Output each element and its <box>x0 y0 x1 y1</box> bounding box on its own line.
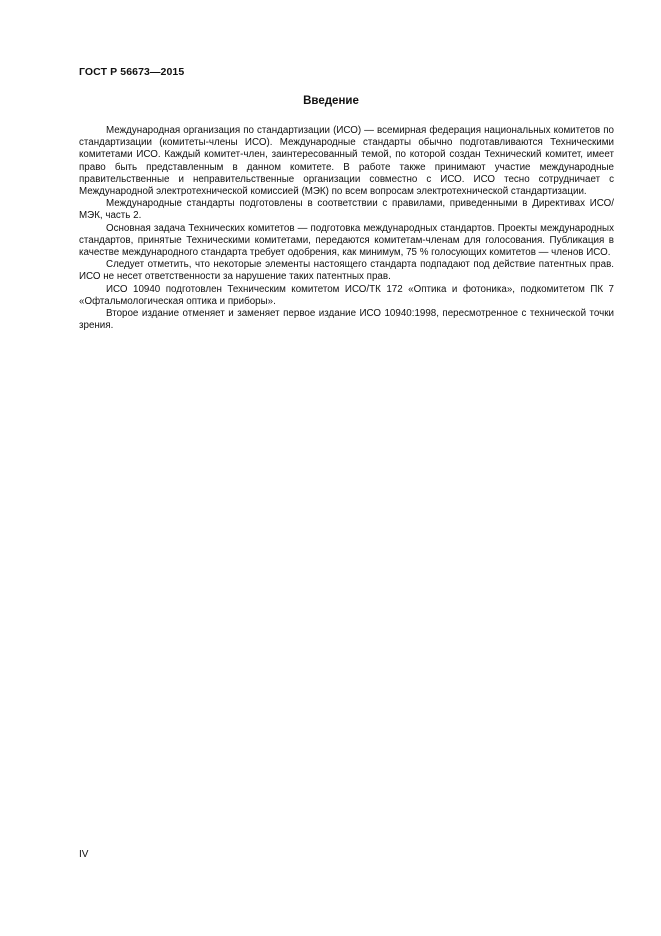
paragraph: Международная организация по стандартизации (ИСО) — всемирная федерация национальных комитетов по стандартизации (комитеты-члены ИСО). Международные стандарты обычно подготавливаются Техническими комитетами ИСО. Каждый комитет-член, заинтересованный темой, по которой создан Технический комитет, имеет право быть представленным в данном комитете. В работе также принимают участие международные правительственные и неправительственные организации совместно с ИСО. ИСО тесно сотрудничает с Международной электротехнической комиссией (МЭК) по всем вопросам электротехнической стандартизации. <box>79 125 614 198</box>
paragraph: Основная задача Технических комитетов — подготовка международных стандартов. Проекты международных стандартов, принятые Техническими комитетами, передаются комитетам-членам для голосования. Публикация в качестве международного стандарта требует одобрения, как минимум, 75 % голосующих комитетов — членов ИСО. <box>79 222 614 259</box>
paragraph: Международные стандарты подготовлены в соответствии с правилами, приведенными в Директивах ИСО/МЭК, часть 2. <box>79 198 614 222</box>
body-text <box>79 125 614 332</box>
paragraph: Следует отметить, что некоторые элементы настоящего стандарта подпадают под действие патентных прав. ИСО не несет ответственности за нарушение таких патентных прав. <box>79 259 614 283</box>
page-number: IV <box>79 849 89 860</box>
paragraph: Второе издание отменяет и заменяет первое издание ИСО 10940:1998, пересмотренное с технической точки зрения. <box>79 308 614 332</box>
document-header: ГОСТ Р 56673—2015 <box>79 66 185 78</box>
section-title: Введение <box>303 95 359 107</box>
paragraph: ИСО 10940 подготовлен Техническим комитетом ИСО/ТК 172 «Оптика и фотоника», подкомитетом ПК 7 «Офтальмологическая оптика и приборы». <box>79 283 614 307</box>
